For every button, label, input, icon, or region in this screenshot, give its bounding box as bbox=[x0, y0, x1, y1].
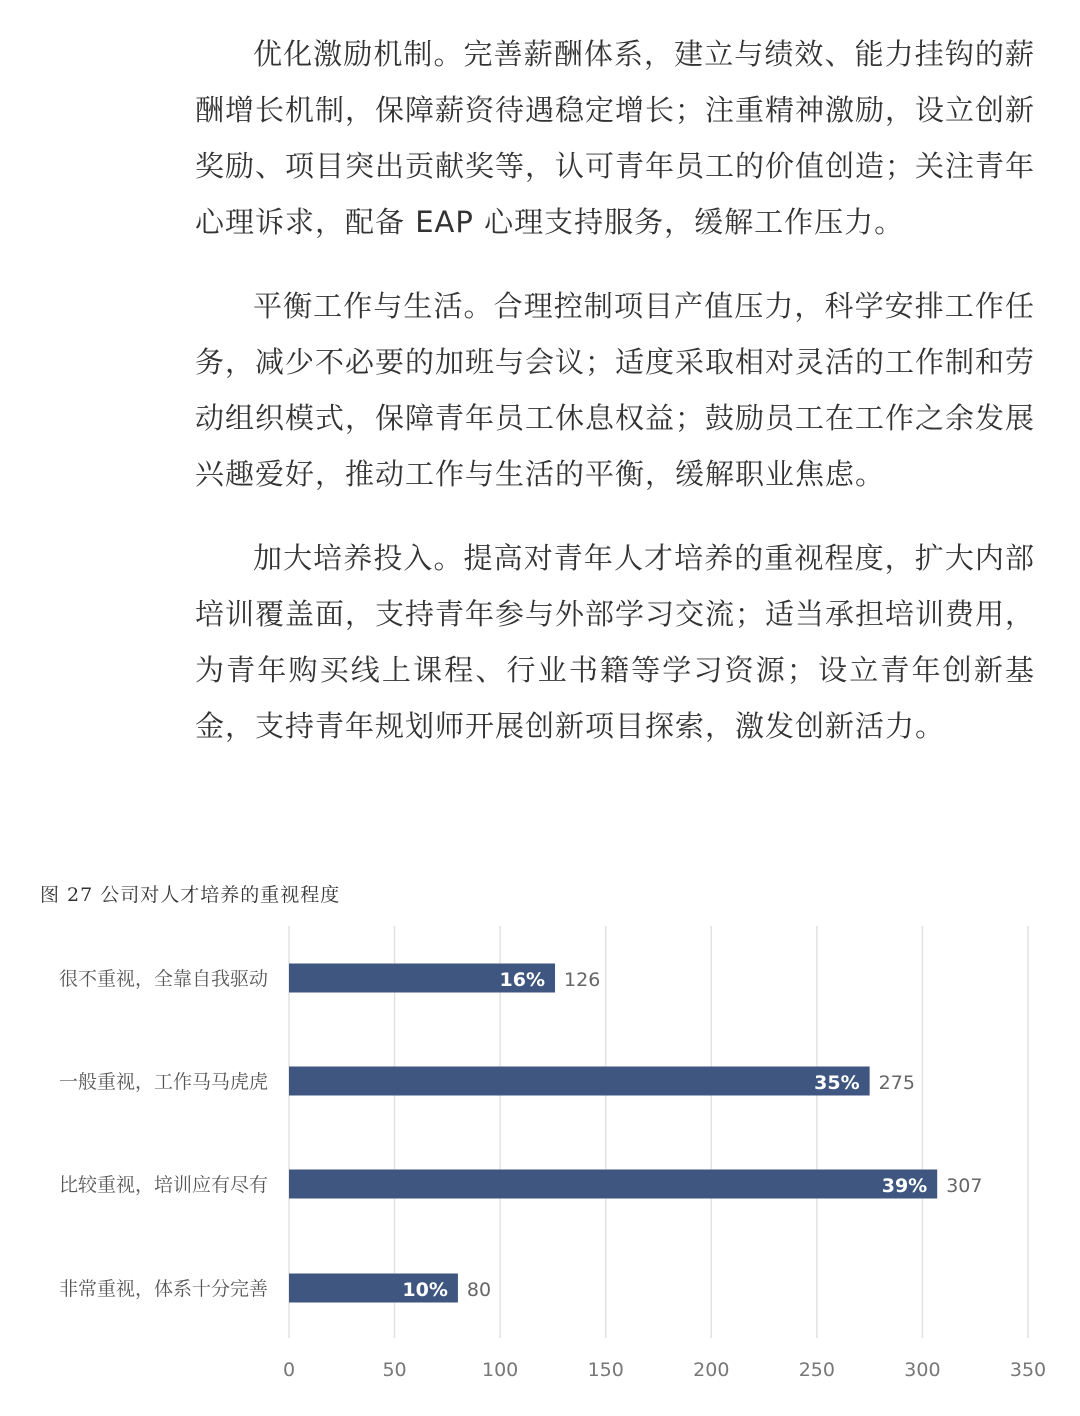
chart-figure bbox=[0, 860, 1080, 1416]
bar-percent-label: 10% bbox=[402, 1279, 448, 1301]
bar-percent-label: 16% bbox=[499, 969, 546, 991]
category-label: 非常重视，体系十分完善 bbox=[58, 1278, 268, 1300]
bar-value-label: 80 bbox=[466, 1279, 492, 1301]
bars bbox=[59, 964, 982, 1303]
category-label: 比较重视，培训应有尽有 bbox=[58, 1174, 268, 1196]
bar-chart bbox=[0, 860, 1080, 1416]
bar-value-label: 275 bbox=[878, 1072, 915, 1094]
bar bbox=[289, 1170, 937, 1199]
x-tick-label: 50 bbox=[382, 1359, 407, 1381]
paragraph: 平衡工作与生活。合理控制项目产值压力，科学安排工作任务，减少不必要的加班与会议；适度采取相对灵活的工作制和劳动组织模式，保障青年员工休息权益；鼓励员工在工作之余发展兴趣爱好，推动工作与生活的平衡，缓解职业焦虑。 bbox=[195, 289, 1036, 491]
bar-value-label: 307 bbox=[946, 1175, 983, 1197]
bar-value-label: 126 bbox=[564, 969, 601, 991]
x-tick-label: 100 bbox=[482, 1359, 519, 1381]
x-axis-ticks bbox=[283, 1359, 1046, 1381]
paragraph: 加大培养投入。提高对青年人才培养的重视程度，扩大内部培训覆盖面，支持青年参与外部学习交流；适当承担培训费用，为青年购买线上课程、行业书籍等学习资源；设立青年创新基金，支持青年规划师开展创新项目探索，激发创新活力。 bbox=[195, 541, 1036, 743]
article-body bbox=[195, 26, 1035, 782]
x-tick-label: 0 bbox=[282, 1359, 296, 1381]
bar-percent-label: 35% bbox=[814, 1072, 860, 1094]
x-tick-label: 300 bbox=[904, 1359, 941, 1381]
chart-title: 图 27 公司对人才培养的重视程度 bbox=[40, 884, 341, 906]
x-tick-label: 250 bbox=[798, 1359, 835, 1381]
x-tick-label: 150 bbox=[587, 1359, 624, 1381]
x-tick-label: 350 bbox=[1009, 1359, 1047, 1381]
paragraph: 优化激励机制。完善薪酬体系，建立与绩效、能力挂钩的薪酬增长机制，保障薪资待遇稳定增长；注重精神激励，设立创新奖励、项目突出贡献奖等，认可青年员工的价值创造；关注青年心理诉求，配备 EAP 心理支持服务，缓解工作压力。 bbox=[195, 37, 1036, 239]
x-tick-label: 200 bbox=[693, 1359, 730, 1381]
category-label: 一般重视，工作马马虎虎 bbox=[58, 1071, 268, 1093]
bar bbox=[289, 1067, 870, 1096]
category-label: 很不重视，全靠自我驱动 bbox=[58, 968, 268, 990]
bar-percent-label: 39% bbox=[881, 1175, 928, 1197]
